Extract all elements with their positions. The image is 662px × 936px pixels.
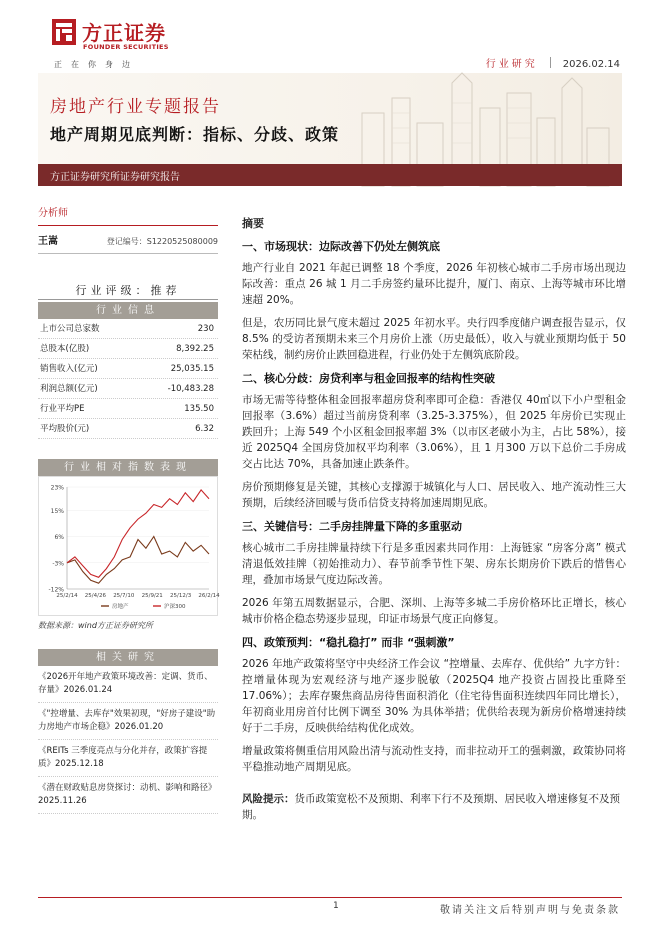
y-tick-label: 23% <box>50 484 64 492</box>
paragraph: 房价预期修复是关键，其核心支撑源于城镇化与人口、居民收入、地产流动性三大预期，后续经济回暖与货币信贷支持将加速周期见底。 <box>242 481 626 509</box>
related-item[interactable]: 《潜在财政贴息房贷探讨：动机、影响和路径》2025.11.26 <box>38 777 218 814</box>
x-tick-label: 25/4/26 <box>84 593 107 599</box>
info-row <box>38 319 218 339</box>
paragraph: 地产行业自 2021 年起已调整 18 个季度，2026 年初核心城市二手房市场出现边际改善：重点 26 城 1 月二手房签约量环比提升，厦门、南京、上海等城市环比增速超 20%。 <box>242 262 626 306</box>
info-value: -10,483.28 <box>167 384 214 394</box>
related-research-header: 相关研究 <box>38 649 218 666</box>
industry-info-header: 行业信息 <box>38 302 218 319</box>
info-row <box>38 399 218 419</box>
info-value: 135.50 <box>184 404 214 414</box>
info-row <box>38 339 218 359</box>
industry-rating: 行业评级：推荐 <box>75 284 181 297</box>
relative-index-svg <box>39 477 220 615</box>
paragraph: 市场无需等待整体租金回报率超房贷利率即可企稳：香港仅 40㎡以下小户型租金回报率（3.6%）超过当前房贷利率（3.25-3.375%），但 2025 年房价已实现止跌回升；上海 549 个小区租金回报率超 3%（以市区老破小为主，占比 58%），接近 2025Q4 全国房贷加权平均利率（3.06%），且 1 月300 万以下总价二手房成交占比达 70%，具备加速止跌条件。 <box>242 394 626 470</box>
brand-name-cn: 方正证券 <box>82 21 166 45</box>
info-value: 8,392.25 <box>176 344 214 354</box>
institute-label: 方正证券研究所证券研究报告 <box>50 172 180 183</box>
related-research-list <box>38 666 218 814</box>
x-tick-label: 26/2/14 <box>198 593 220 599</box>
paragraph: 但是，农历同比景气度未超过 2025 年初水平。央行四季度储户调查报告显示，仅 8.5% 的受访者预期未来三个月房价上涨（历史最低），收入与就业预期均低于 50 荣枯线，制约房价止跌回稳进程，行业仍处于左侧筑底阶段。 <box>242 317 626 361</box>
summary <box>242 215 626 823</box>
info-label: 销售收入(亿元) <box>40 364 98 374</box>
page-number: 1 <box>333 901 339 911</box>
section-heading: 一、市场现状：边际改善下仍处左侧筑底 <box>242 240 440 253</box>
y-tick-label: -3% <box>52 560 64 568</box>
y-tick-label: 6% <box>54 534 64 542</box>
chart-source: 数据来源：wind方正证券研究所 <box>38 621 153 630</box>
risk-text: 货币政策宽松不及预期、利率下行不及预期、居民收入增速修复不及预期。 <box>242 793 620 821</box>
title-banner <box>38 73 622 186</box>
industry-info-table <box>38 319 218 439</box>
report-series-title: 房地产行业专题报告 <box>50 97 221 117</box>
x-tick-label: 25/2/14 <box>56 593 78 599</box>
info-label: 利润总额(亿元) <box>40 384 98 394</box>
divider <box>38 299 218 300</box>
report-title: 地产周期见底判断：指标、分歧、政策 <box>50 125 340 144</box>
info-label: 总股本(亿股) <box>40 344 90 354</box>
legend-label: 沪深300 <box>164 604 186 610</box>
risk-warning <box>242 791 626 823</box>
info-row <box>38 419 218 439</box>
info-row <box>38 359 218 379</box>
info-label: 平均股价(元) <box>40 424 90 434</box>
info-label: 上市公司总家数 <box>40 324 100 334</box>
summary-title: 摘要 <box>242 217 264 230</box>
relative-index-chart <box>38 476 218 616</box>
x-tick-label: 25/12/3 <box>169 593 192 599</box>
related-item[interactable]: 《"控增量、去库存"效果初现，"好房子建设"助力房地产市场企稳》2026.01.20 <box>38 703 218 740</box>
info-value: 25,035.15 <box>170 364 214 374</box>
info-label: 行业平均PE <box>40 404 85 414</box>
section-heading: 二、核心分歧：房贷利率与租金回报率的结构性突破 <box>242 372 495 385</box>
section-heading: 三、关键信号：二手房挂牌量下降的多重驱动 <box>242 520 462 533</box>
related-item[interactable]: 《2026开年地产政策环境改善：定调、货币、存量》2026.01.24 <box>38 666 218 703</box>
info-row <box>38 379 218 399</box>
paragraph: 2026 年地产政策将坚守中央经济工作会议 “控增量、去库存、优供给” 九字方针：控增量体现为宏观经济与地产逐步脱敏（2025Q4 地产投资占固投比重降至 17.06%）；去库存聚焦商品房待售面积消化（住宅待售面积连续四年同比增长），年初商业用房首付比例下调至 30% 为具体举措；优供给表现为新房价格增速持续好于二手房，反映供给结构优化成效。 <box>242 658 626 734</box>
x-tick-label: 25/7/10 <box>113 593 135 599</box>
divider <box>38 253 218 254</box>
brand-slogan: 正在你身边 <box>54 60 139 69</box>
paragraph: 2026 年第五周数据显示，合肥、深圳、上海等多城二手房价格环比正增长，核心城市价格企稳态势逐步显现，印证市场景气度正向修复。 <box>242 597 626 625</box>
analyst-row <box>38 232 218 246</box>
series-line-csi300 <box>67 490 209 577</box>
institute-strip <box>38 164 622 186</box>
brand-logo <box>50 17 180 69</box>
y-tick-label: 15% <box>50 507 64 515</box>
meta-divider <box>550 57 551 68</box>
paragraph: 增量政策将侧重信用风险出清与流动性支持，而非拉动开工的强刺激，政策协同将平稳推动地产周期见底。 <box>242 745 626 773</box>
y-tick-label: -12% <box>48 586 64 594</box>
related-item[interactable]: 《REITs 三季度亮点与分化并存，政策扩容提质》2025.12.18 <box>38 740 218 777</box>
info-value: 230 <box>197 324 214 334</box>
founder-logo-icon <box>50 17 78 47</box>
relative-index-header: 行业相对指数表现 <box>38 459 218 476</box>
report-meta <box>486 55 620 70</box>
legend-label: 房地产 <box>112 604 129 610</box>
divider <box>38 225 218 226</box>
analyst-name: 王嵩 <box>38 236 58 247</box>
risk-label: 风险提示： <box>242 793 295 805</box>
disclaimer-notice: 敬请关注文后特别声明与免责条款 <box>440 905 620 916</box>
report-date: 2026.02.14 <box>562 59 620 70</box>
sidebar <box>38 204 218 814</box>
section-heading: 四、政策预判：“稳扎稳打” 而非 “强刺激” <box>242 636 455 649</box>
brand-name-en: FOUNDER SECURITIES <box>83 43 169 51</box>
x-tick-label: 25/9/21 <box>141 593 163 599</box>
analyst-label: 分析师 <box>38 208 68 219</box>
report-category: 行业研究 <box>485 59 538 70</box>
footer-divider <box>38 897 622 898</box>
series-line-real-estate <box>67 537 209 584</box>
analyst-registration: 登记编号：S1220525080009 <box>106 237 218 246</box>
info-value: 6.32 <box>195 424 214 434</box>
paragraph: 核心城市二手房挂牌量持续下行是多重因素共同作用：上海链家 “房客分离” 模式清退低效挂牌（初始推动力）、春节前季节性下架、房东长期房价下跌后的惜售心理，叠加市场景气度边际改善。 <box>242 542 626 586</box>
